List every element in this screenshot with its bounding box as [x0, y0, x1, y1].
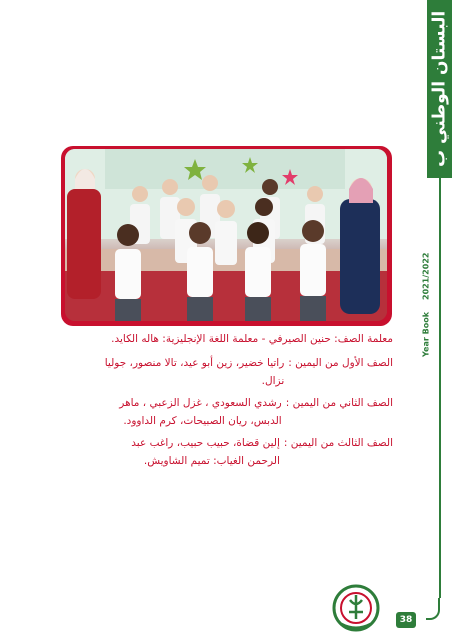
row-label-2: الصف الثاني من اليمين : — [285, 397, 393, 409]
yearbook-text: Year Book — [421, 312, 431, 358]
class-photo — [65, 149, 387, 321]
row-label-3: الصف الثالث من اليمين : — [283, 437, 393, 449]
sidebar-divider — [439, 178, 441, 598]
class-photo-illustration — [65, 149, 387, 321]
school-emblem-icon — [331, 582, 381, 634]
teacher-caption: معلمة الصف: حنين الصيرفي - معلمة اللغة الإنجليزية: هاله الكايد. — [111, 333, 393, 345]
school-name: البستان الوطني ب — [429, 10, 450, 168]
page-number: 38 — [396, 612, 416, 628]
row-label-1: الصف الأول من اليمين : — [288, 357, 393, 369]
row-caption-2 — [100, 394, 393, 430]
row-names-3: إلين قضاة، حبيب حبيب، راغب عبد الرحمن الغياب: تميم الشاويش. — [131, 437, 280, 467]
yearbook-label — [418, 230, 434, 380]
row-caption-3 — [100, 434, 393, 470]
sidebar-divider-curve — [426, 598, 440, 620]
row-names-2: رشدي السعودي ، غزل الزعبي ، ماهر الدبس، ريان الصبيحات، كرم الداوود. — [119, 397, 282, 427]
yearbook-year: 2021/2022 — [421, 252, 431, 301]
row-caption-1 — [100, 354, 393, 390]
caption-block — [100, 330, 393, 474]
row-names-1: راتيا خضير، زين أبو عيد، تالا منصور، جوليا نزال. — [104, 357, 285, 387]
